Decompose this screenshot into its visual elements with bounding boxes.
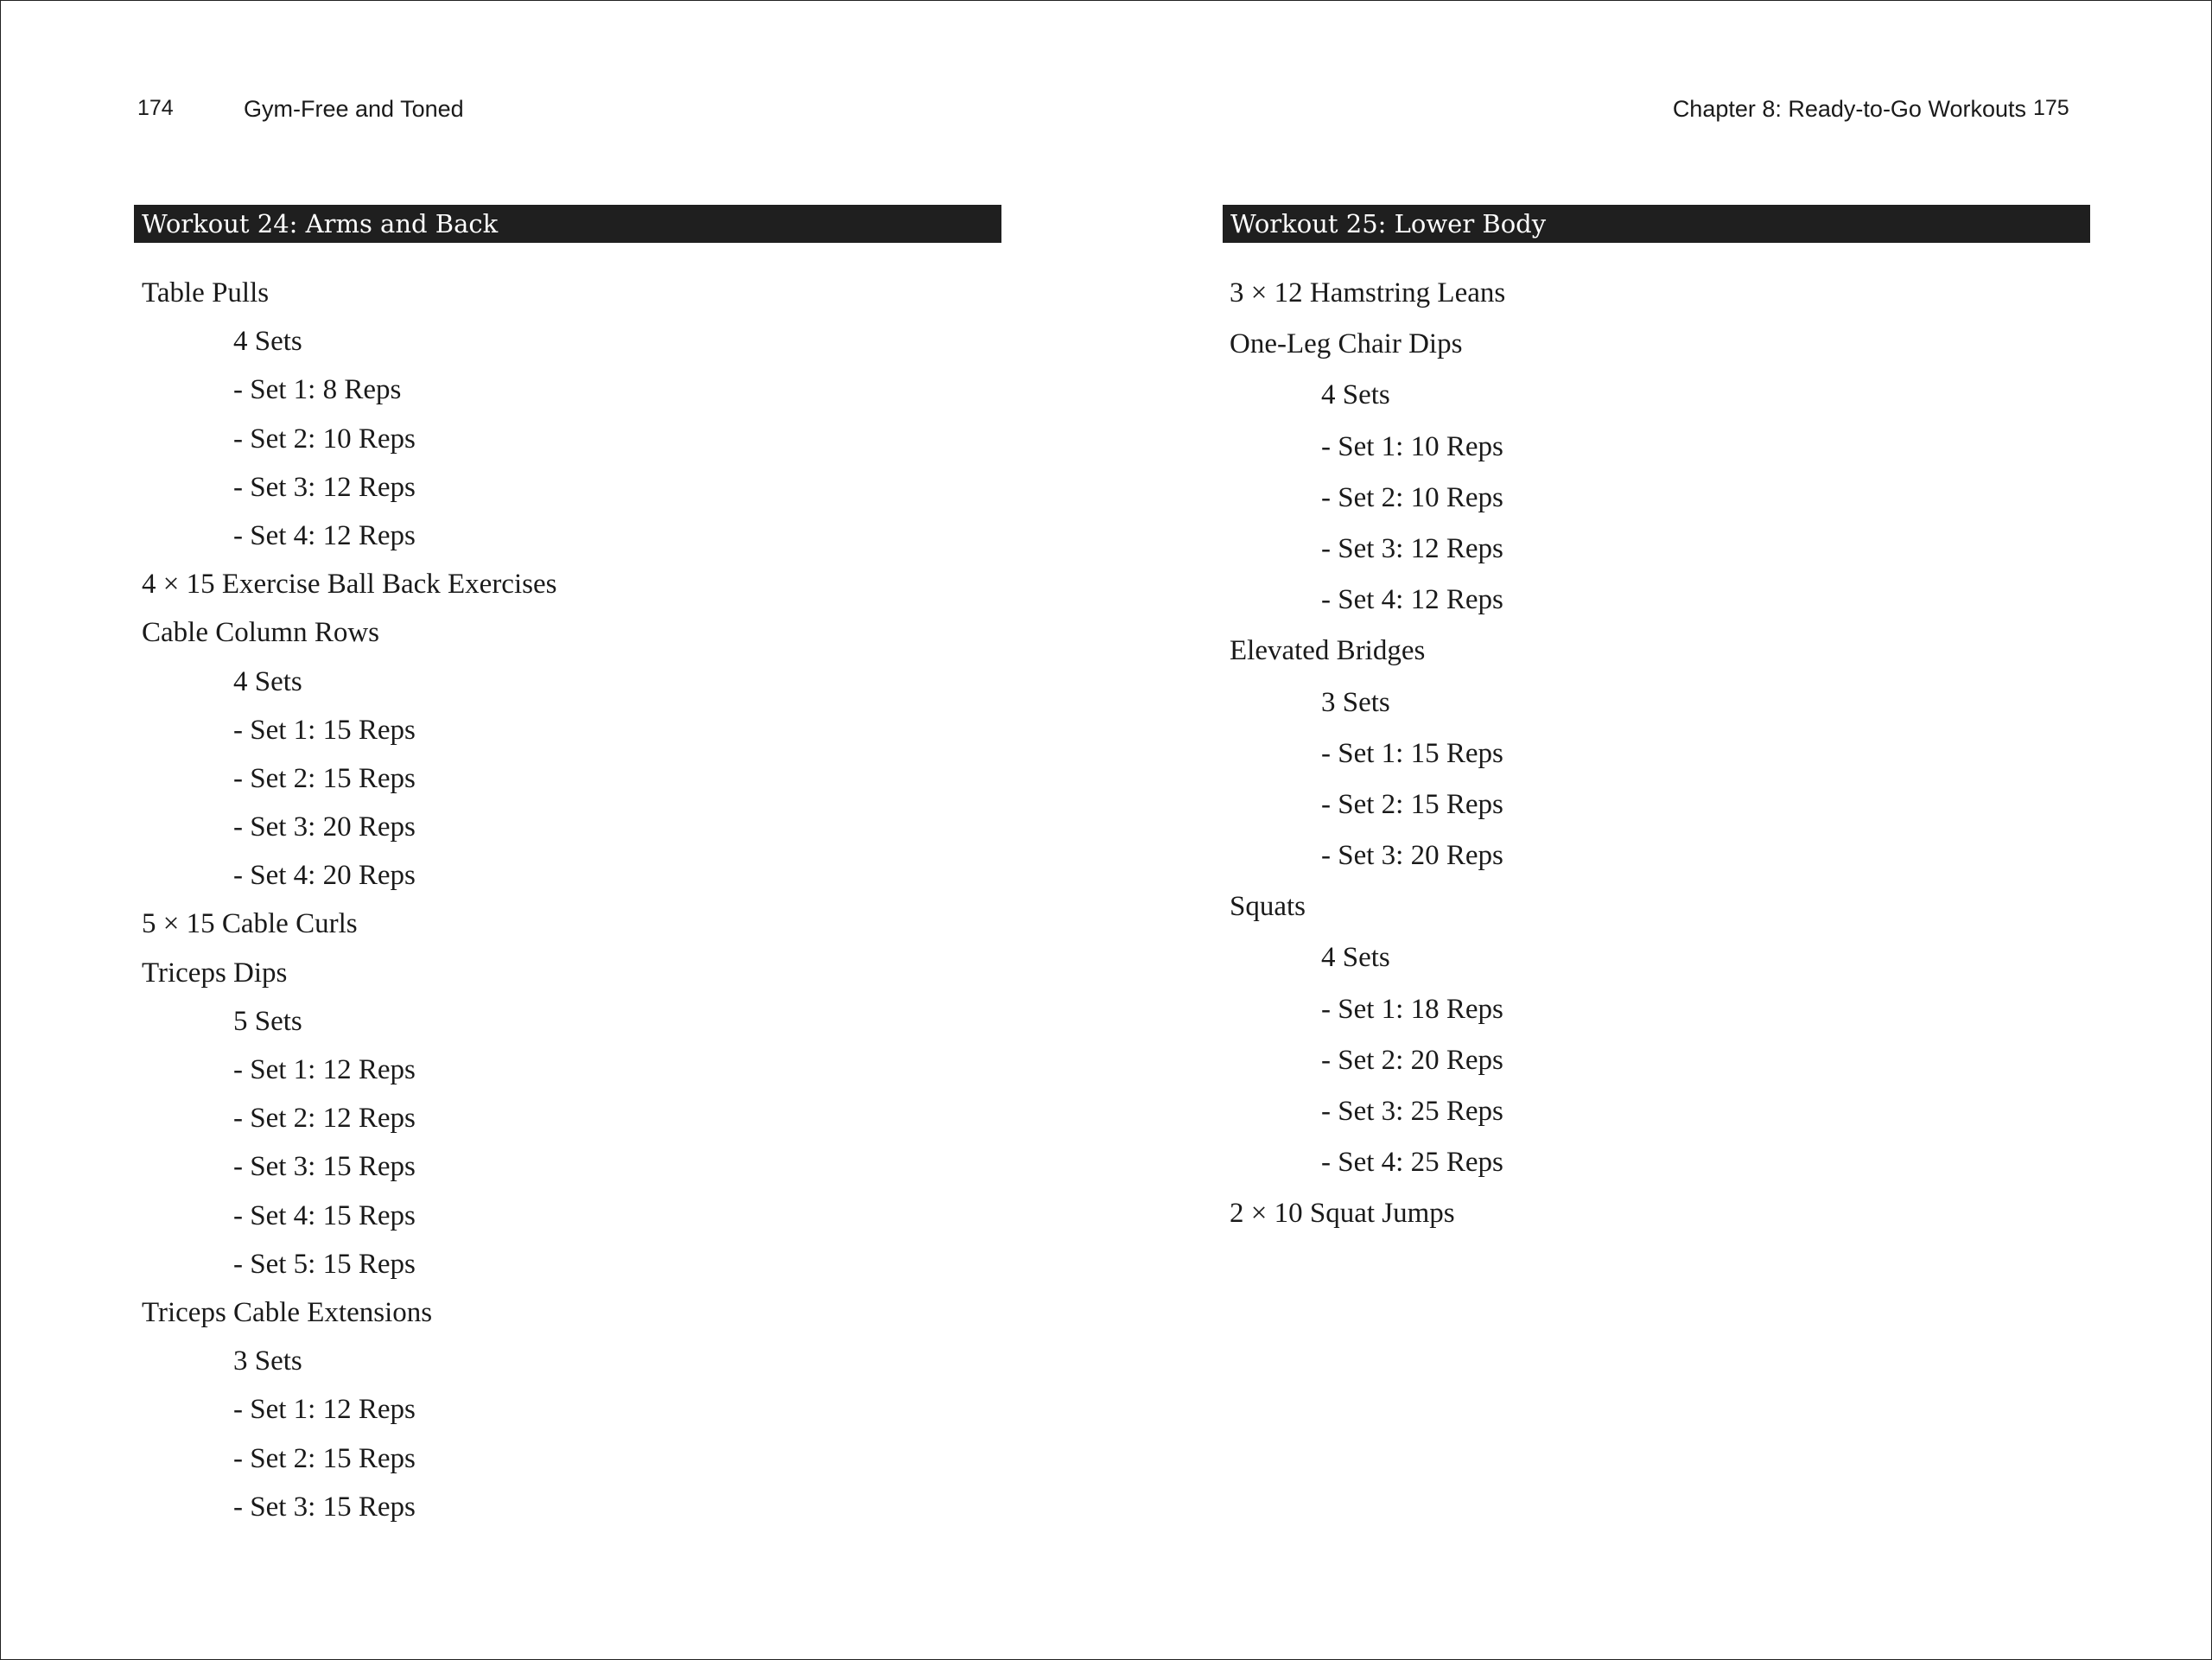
exercise-item: Cable Column Rows [142, 617, 380, 649]
exercise-item: 3 × 12 Hamstring Leans [1230, 277, 1506, 308]
set-item: - Set 3: 25 Reps [1321, 1096, 1503, 1127]
right-page [1107, 1, 2211, 1659]
set-item: - Set 3: 20 Reps [233, 811, 416, 843]
page-number: 174 [137, 96, 174, 120]
set-item: - Set 3: 15 Reps [233, 1491, 416, 1523]
set-item: - Set 3: 12 Reps [233, 471, 416, 503]
exercise-item: Table Pulls [142, 277, 270, 308]
workout-title-bar: Workout 24: Arms and Back [134, 205, 1001, 243]
set-item: - Set 2: 20 Reps [1321, 1044, 1503, 1076]
set-item: 3 Sets [233, 1345, 302, 1377]
set-item: 4 Sets [1321, 379, 1390, 411]
set-item: - Set 1: 10 Reps [1321, 430, 1503, 462]
set-item: - Set 2: 10 Reps [1321, 481, 1503, 513]
set-item: - Set 1: 8 Reps [233, 374, 402, 406]
set-item: - Set 2: 15 Reps [233, 762, 416, 794]
set-item: - Set 2: 15 Reps [233, 1442, 416, 1474]
running-head: Gym-Free and Toned [244, 96, 464, 122]
set-item: - Set 4: 12 Reps [233, 519, 416, 551]
set-item: - Set 2: 10 Reps [233, 423, 416, 455]
set-item: 5 Sets [233, 1005, 302, 1037]
set-item: - Set 1: 18 Reps [1321, 993, 1503, 1025]
exercise-item: 2 × 10 Squat Jumps [1230, 1198, 1455, 1230]
exercise-item: Triceps Dips [142, 957, 288, 989]
running-head: Chapter 8: Ready-to-Go Workouts [1672, 96, 2026, 122]
set-item: - Set 5: 15 Reps [233, 1248, 416, 1280]
exercise-item: One-Leg Chair Dips [1230, 328, 1463, 360]
set-item: 4 Sets [233, 326, 302, 358]
page-number: 175 [2033, 96, 2069, 120]
set-item: 4 Sets [1321, 942, 1390, 974]
set-item: - Set 4: 25 Reps [1321, 1147, 1503, 1179]
exercise-item: Squats [1230, 891, 1306, 923]
set-item: - Set 3: 15 Reps [233, 1151, 416, 1183]
set-item: - Set 4: 12 Reps [1321, 584, 1503, 616]
set-item: - Set 4: 15 Reps [233, 1199, 416, 1231]
exercise-item: 5 × 15 Cable Curls [142, 908, 358, 940]
set-item: - Set 4: 20 Reps [233, 860, 416, 892]
exercise-list [1230, 268, 1505, 1240]
set-item: - Set 1: 12 Reps [233, 1394, 416, 1426]
set-item: - Set 1: 15 Reps [233, 714, 416, 746]
set-item: - Set 2: 12 Reps [233, 1103, 416, 1135]
set-item: - Set 2: 15 Reps [1321, 788, 1503, 820]
workout-title-bar: Workout 25: Lower Body [1223, 205, 2090, 243]
exercise-item: Triceps Cable Extensions [142, 1296, 433, 1328]
set-item: - Set 1: 15 Reps [1321, 737, 1503, 769]
set-item: - Set 3: 12 Reps [1321, 532, 1503, 564]
exercise-item: Elevated Bridges [1230, 635, 1426, 667]
set-item: - Set 3: 20 Reps [1321, 840, 1503, 872]
exercise-list [142, 269, 556, 1531]
set-item: - Set 1: 12 Reps [233, 1054, 416, 1085]
set-item: 3 Sets [1321, 686, 1390, 718]
exercise-item: 4 × 15 Exercise Ball Back Exercises [142, 569, 557, 601]
left-page [1, 1, 1107, 1659]
set-item: 4 Sets [233, 665, 302, 697]
